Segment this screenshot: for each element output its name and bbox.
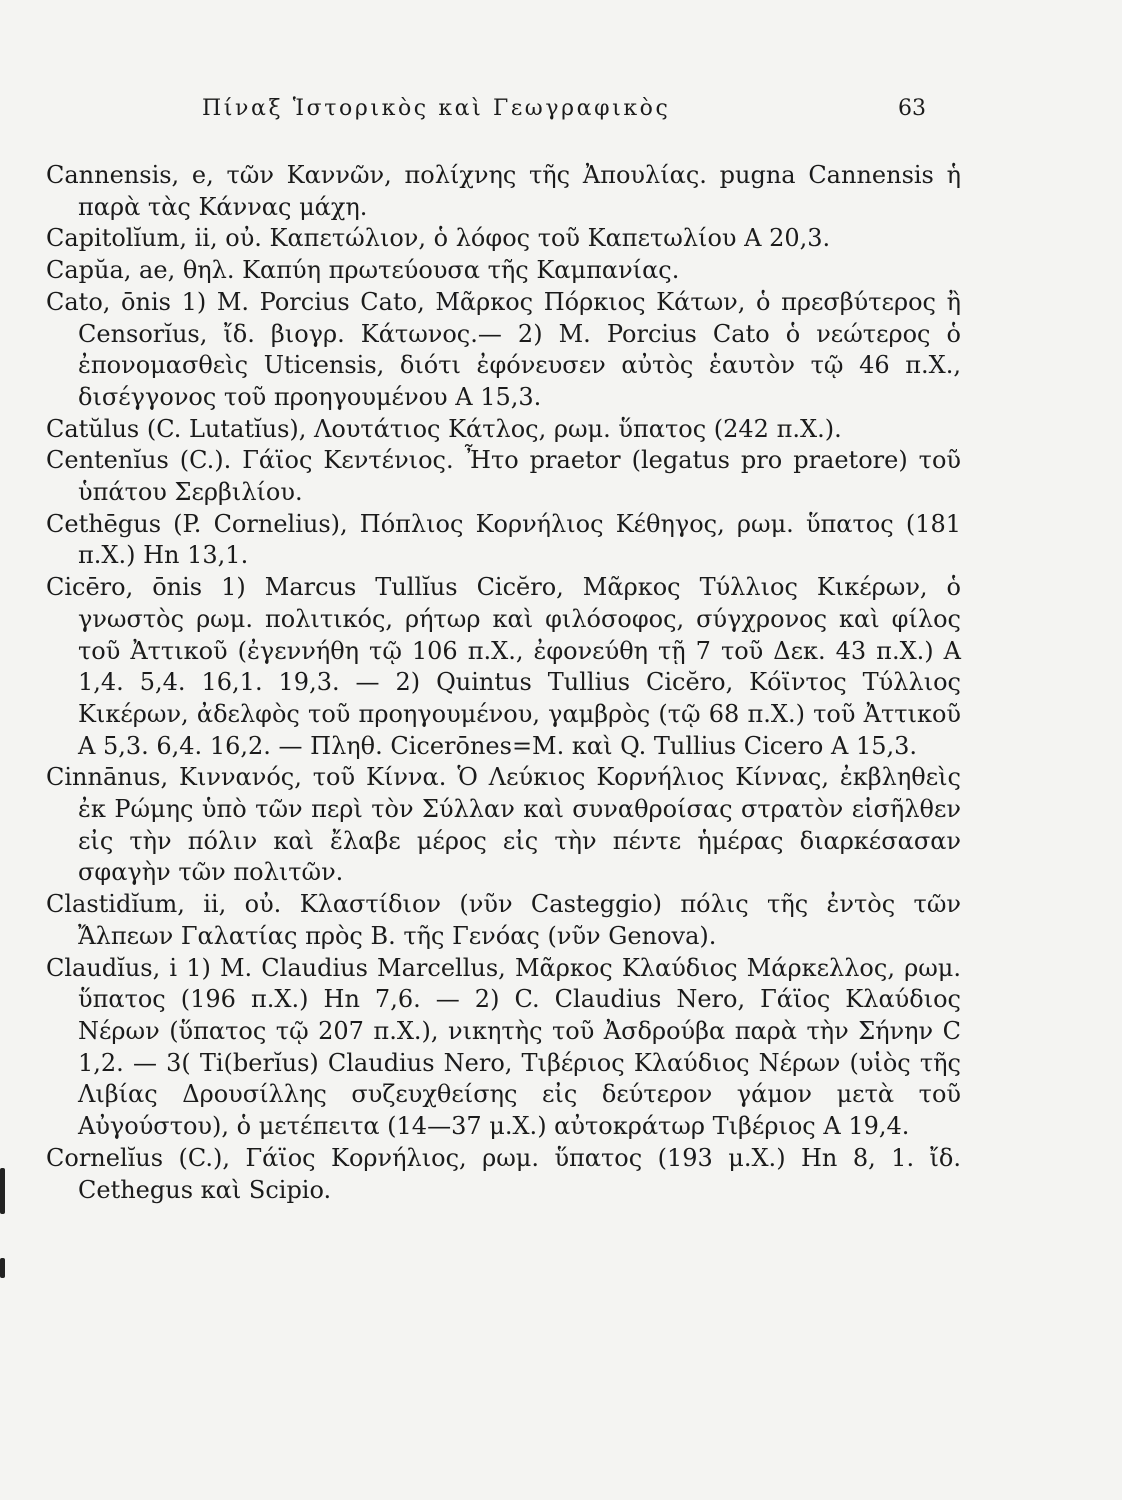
scan-edge-mark [0,1168,5,1214]
entry-clastidium: Clastidĭum, ii, οὐ. Κλαστίδιον (νῦν Casteggio) πόλις τῆς ἐντὸς τῶν Ἄλπεων Γαλατίας πρὸς B. τῆς Γενόας (νῦν Genova). [46,890,961,950]
entry-capitolium: Capitolĭum, ii, οὐ. Καπετώλιον, ὁ λόφος τοῦ Καπετωλίου A 20,3. [46,224,831,253]
page-number: 63 [898,96,926,121]
entry-capua: Capŭa, ae, θηλ. Καπύη πρωτεύουσα τῆς Καμπανίας. [46,256,680,285]
entry-cato: Cato, ōnis 1) M. Porcius Cato, Μᾶρκος Πόρκιος Κάτων, ὁ πρεσβύτερος ἢ Censorĭus, ἴδ. βιογρ. Κάτωνος.— 2) M. Porcius Cato ὁ νεώτερος ὁ ἐπονομασθεὶς Uticensis, διότι ἐφόνευσεν αὐτὸς ἑαυτὸν τῷ 46 π.Χ., δισέγγονος τοῦ προηγουμένου A 15,3. [46,287,961,411]
header-title: Πίναξ Ἱστορικὸς καὶ Γεωγραφικὸς [202,96,671,121]
running-header [0,96,1122,130]
scan-edge-mark [0,1258,5,1278]
entry-cannensis: Cannensis, e, τῶν Καννῶν, πολίχνης τῆς Ἀπουλίας. pugna Cannensis ἡ παρὰ τὰς Κάννας μάχη. [46,161,961,221]
entry-catulus: Catŭlus (C. Lutatĭus), Λουτάτιος Κάτλος, ρωμ. ὕπατος (242 π.Χ.). [46,414,842,443]
entry-cornelius: Cornelĭus (C.), Γάϊος Κορνήλιος, ρωμ. ὕπατος (193 μ.Χ.) Hn 8, 1. ἴδ. Cethegus καὶ Scipio. [46,1143,961,1204]
index-entries [46,160,961,1206]
entry-cethegus: Cethēgus (P. Cornelius), Πόπλιος Κορνήλιος Κέθηγος, ρωμ. ὕπατος (181 π.Χ.) Hn 13,1. [46,509,961,570]
entry-centenius: Centenĭus (C.). Γάϊος Κεντένιος. Ἦτο praetor (legatus pro praetore) τοῦ ὑπάτου Σερβιλίου. [46,446,961,507]
entry-cicero: Cicēro, ōnis 1) Marcus Tullĭus Cicĕro, Μᾶρκος Τύλλιος Κικέρων, ὁ γνωστὸς ρωμ. πολιτικός, ρήτωρ καὶ φιλόσοφος, σύγχρονος καὶ φίλος τοῦ Ἀττικοῦ (ἐγεννήθη τῷ 106 π.Χ., ἐφονεύθη τῇ 7 τοῦ Δεκ. 43 π.Χ.) A 1,4. 5,4. 16,1. 19,3. — 2) Quintus Tullius Cicĕro, Κόϊντος Τύλλιος Κικέρων, ἀδελφὸς τοῦ προηγουμένου, γαμβρὸς (τῷ 68 π.Χ.) τοῦ Ἀττικοῦ A 5,3. 6,4. 16,2. — Πληθ. Cicerōnes=M. καὶ Q. Tullius Cicero A 15,3. [46,573,961,760]
entry-cinnanus: Cinnānus, Κιννανός, τοῦ Κίννα. Ὁ Λεύκιος Κορνήλιος Κίννας, ἐκβληθεὶς ἐκ Ρώμης ὑπὸ τῶν περὶ τὸν Σύλλαν καὶ συναθροίσας στρατὸν εἰσῆλθεν εἰς τὴν πόλιν καὶ ἔλαβε μέρος εἰς τὴν πέντε ἡμέρας διαρκέσασαν σφαγὴν τῶν πολιτῶν. [46,763,961,887]
entry-claudius: Claudĭus, i 1) M. Claudius Marcellus, Μᾶρκος Κλαύδιος Μάρκελλος, ρωμ. ὕπατος (196 π.Χ.) Hn 7,6. — 2) C. Claudius Nero, Γάϊος Κλαύδιος Νέρων (ὕπατος τῷ 207 π.Χ.), νικητὴς τοῦ Ἀσδρούβα παρὰ τὴν Σήνην C 1,2. — 3( Ti(berĭus) Claudius Nero, Τιβέριος Κλαύδιος Νέρων (υἱὸς τῆς Λιβίας Δρουσίλλης συζευχθείσης εἰς δεύτερον γάμον μετὰ τοῦ Αὐγούστου), ὁ μετέπειτα (14—37 μ.Χ.) αὐτοκράτωρ Τιβέριος A 19,4. [46,953,961,1141]
